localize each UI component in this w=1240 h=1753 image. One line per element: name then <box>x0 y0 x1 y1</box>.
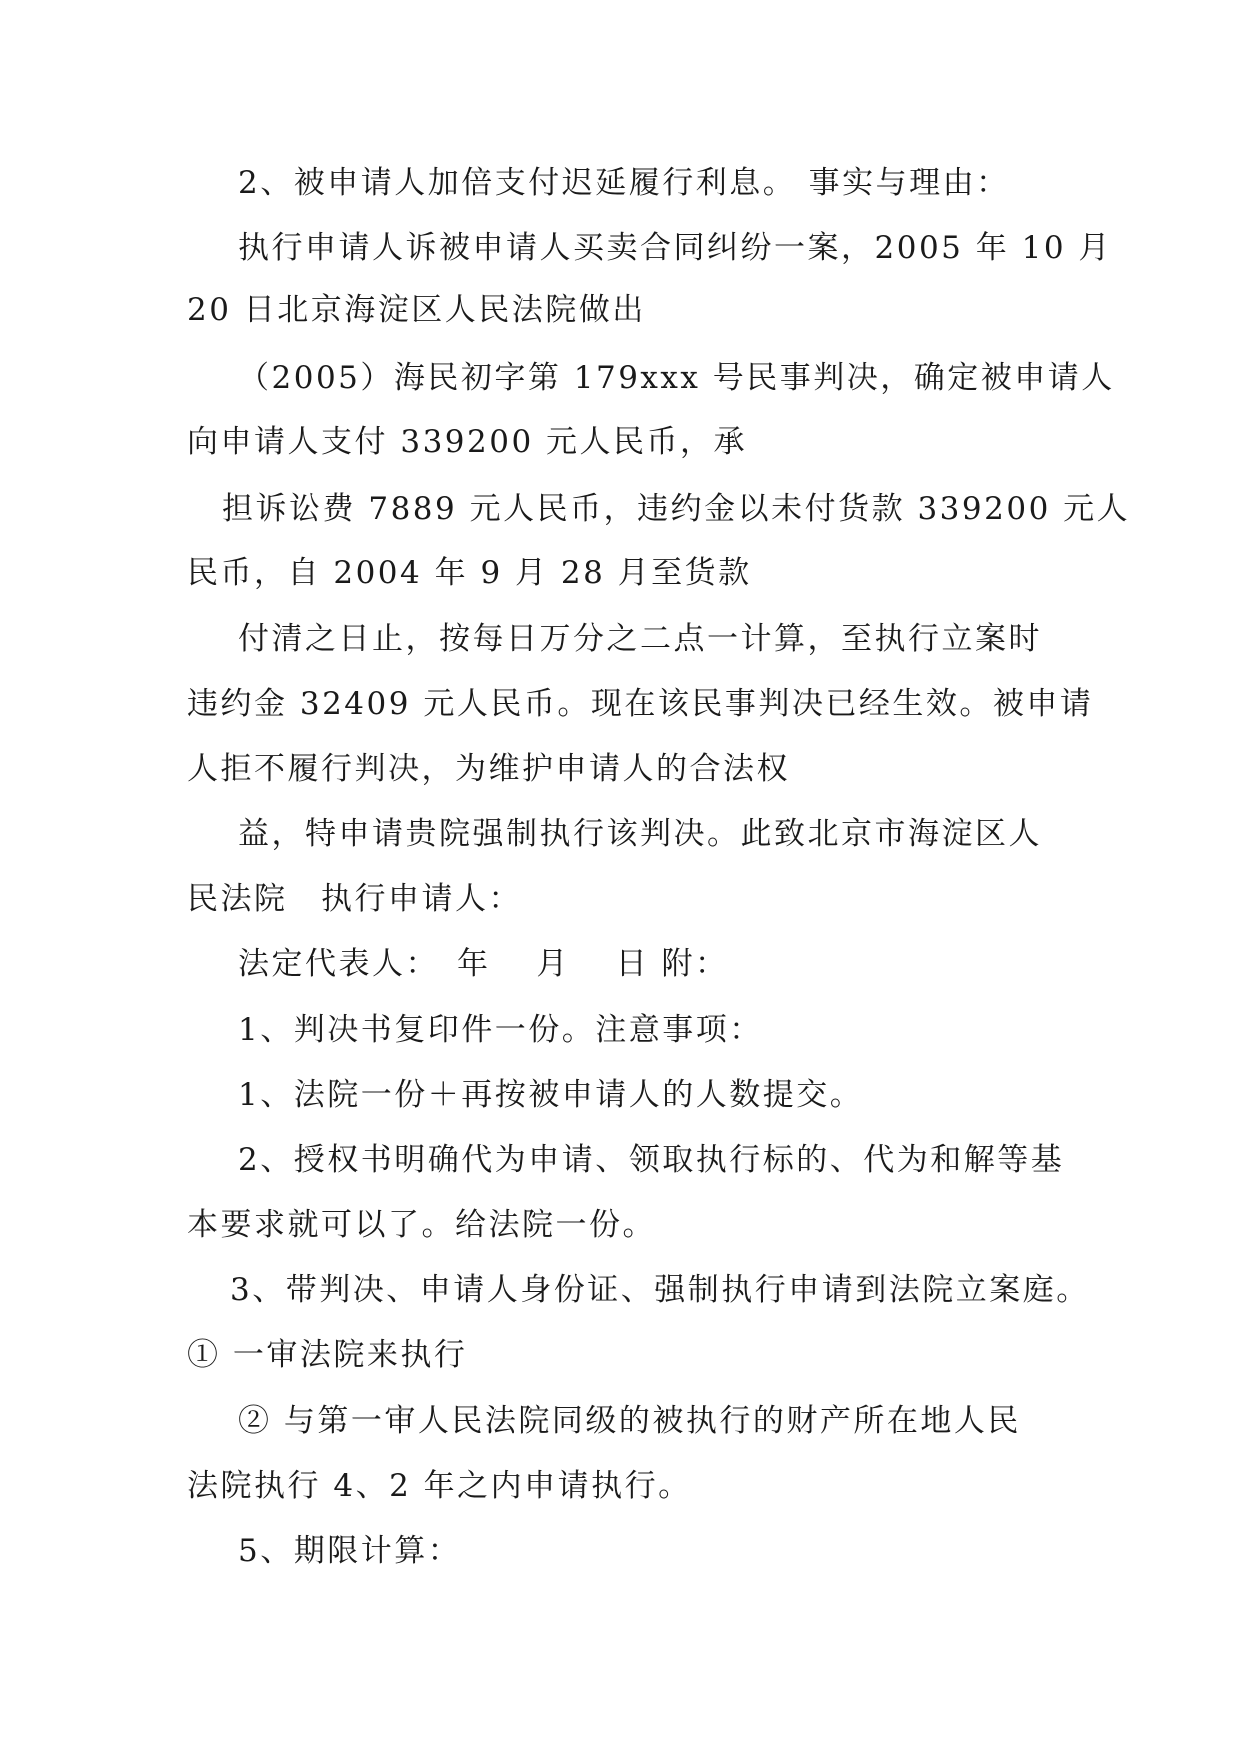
text-line: 2、授权书明确代为申请、领取执行标的、代为和解等基 <box>238 1142 1065 1178</box>
text-line: 法定代表人： 年 月 日 附： <box>238 946 729 982</box>
text-line: （2005）海民初字第 179xxx 号民事判决，确定被申请人 <box>238 360 1115 396</box>
text-line: 人拒不履行判决，为维护申请人的合法权 <box>187 751 790 787</box>
text-line: ① 一审法院来执行 <box>187 1337 468 1373</box>
text-line: 本要求就可以了。给法院一份。 <box>187 1207 656 1243</box>
text-line: 1、法院一份＋再按被申请人的人数提交。 <box>238 1077 864 1113</box>
text-line: 5、期限计算： <box>238 1533 462 1569</box>
text-line: 3、带判决、申请人身份证、强制执行申请到法院立案庭。 <box>230 1272 1090 1308</box>
text-line: ② 与第一审人民法院同级的被执行的财产所在地人民 <box>238 1403 1021 1439</box>
text-line: 违约金 32409 元人民币。现在该民事判决已经生效。被申请 <box>187 686 1094 722</box>
text-line: 民法院 执行申请人： <box>187 881 522 917</box>
text-line: 法院执行 4、2 年之内申请执行。 <box>187 1468 692 1504</box>
text-line: 担诉讼费 7889 元人民币，违约金以未付货款 339200 元人 <box>222 491 1131 527</box>
text-line: 益，特申请贵院强制执行该判决。此致北京市海淀区人 <box>238 816 1042 852</box>
text-line: 1、判决书复印件一份。注意事项： <box>238 1012 763 1048</box>
text-line: 向申请人支付 339200 元人民币，承 <box>187 424 748 460</box>
text-line: 2、被申请人加倍支付迟延履行利息。 事实与理由： <box>238 165 1010 201</box>
text-line: 20 日北京海淀区人民法院做出 <box>187 292 646 328</box>
text-line: 执行申请人诉被申请人买卖合同纠纷一案，2005 年 10 月 <box>238 230 1112 266</box>
text-line: 民币，自 2004 年 9 月 28 月至货款 <box>187 555 752 591</box>
text-line: 付清之日止，按每日万分之二点一计算，至执行立案时 <box>238 621 1042 657</box>
